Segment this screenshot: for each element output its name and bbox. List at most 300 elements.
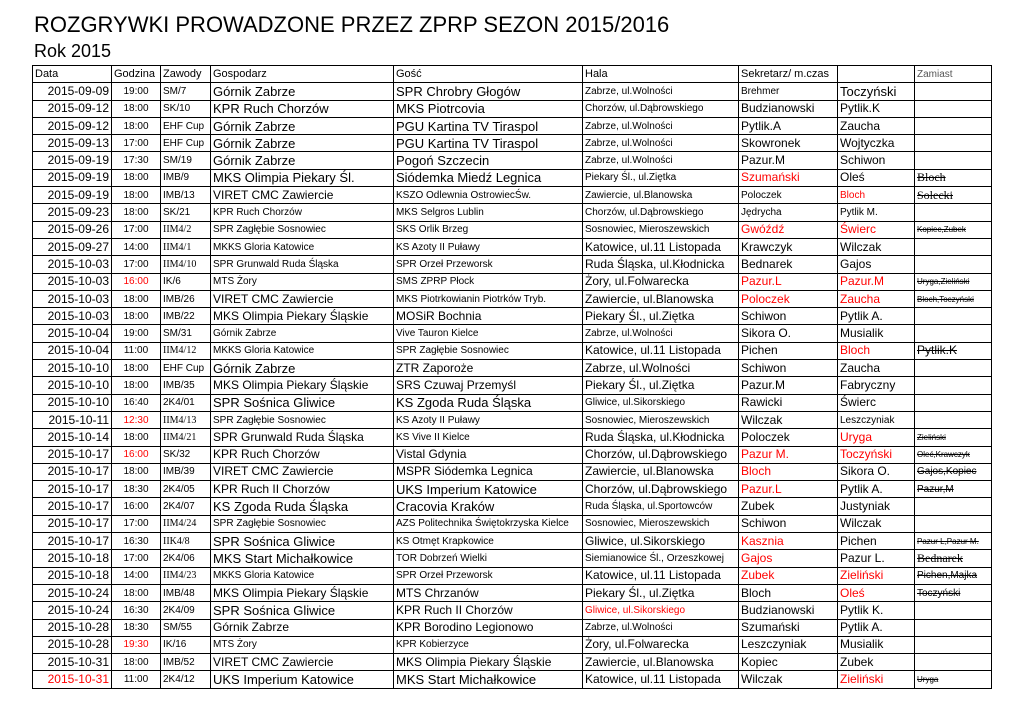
table-row [33,533,992,550]
cell-secretary: Jędrycha [739,204,838,221]
cell-secretary: Pazur.L [739,273,838,290]
cell-host: UKS Imperium Katowice [211,671,394,688]
cell-match: IMB/9 [161,169,211,186]
cell-secretary: Poloczek [739,429,838,446]
cell-date: 2015-09-19 [33,187,112,204]
cell-instead [915,360,992,377]
cell-host: KS Zgoda Ruda Śląska [211,498,394,515]
cell-host: SPR Grunwald Ruda Śląska [211,256,394,273]
cell-guest: KS Otmęt Krapkowice [394,533,583,550]
cell-secretary: Sikora O. [739,325,838,342]
cell-timekeeper: Wojtyczka [838,135,915,152]
cell-host: SPR Zagłębie Sosnowiec [211,221,394,238]
cell-hall: Gliwice, ul.Sikorskiego [583,602,739,619]
cell-instead [915,308,992,325]
cell-guest: MKS Piotrcovia [394,100,583,117]
table-row [33,429,992,446]
cell-hall: Katowice, ul.11 Listopada [583,238,739,255]
table-row [33,100,992,117]
cell-hall: Piekary Śl., ul.Ziętka [583,169,739,186]
cell-instead: Solecki [915,187,992,204]
cell-instead [915,394,992,411]
cell-time: 18:00 [112,187,161,204]
cell-timekeeper: Bloch [838,342,915,359]
cell-instead: Kopiec,Zubek [915,221,992,238]
cell-secretary: Pazur.L [739,481,838,498]
table-row [33,394,992,411]
cell-match: SM/19 [161,152,211,169]
table-row [33,377,992,394]
cell-hall: Gliwice, ul.Sikorskiego [583,533,739,550]
cell-hall: Chorzów, ul.Dąbrowskiego [583,100,739,117]
cell-hall: Ruda Śląska, ul.Kłodnicka [583,256,739,273]
cell-time: 16:40 [112,394,161,411]
cell-guest: MOSiR Bochnia [394,308,583,325]
cell-timekeeper: Fabryczny [838,377,915,394]
cell-secretary: Zubek [739,567,838,584]
cell-match: IK/16 [161,636,211,653]
cell-guest: Siódemka Miedź Legnica [394,169,583,186]
cell-secretary: Pazur.M [739,152,838,169]
cell-instead [915,117,992,134]
table-row [33,567,992,584]
cell-guest: AZS Politechnika Świętokrzyska Kielce [394,515,583,532]
cell-hall: Zawiercie, ul.Blanowska [583,290,739,307]
cell-match: IIM4/21 [161,429,211,446]
cell-instead: Bloch [915,169,992,186]
cell-guest: Vistal Gdynia [394,446,583,463]
cell-date: 2015-09-27 [33,238,112,255]
table-row [33,152,992,169]
cell-timekeeper: Sikora O. [838,463,915,480]
cell-timekeeper: Oleś [838,169,915,186]
cell-secretary: Wilczak [739,411,838,428]
header-cell-date: Data [33,66,112,83]
cell-time: 18:30 [112,619,161,636]
cell-match: IMB/26 [161,290,211,307]
cell-date: 2015-10-03 [33,256,112,273]
cell-timekeeper: Pytlik A. [838,308,915,325]
cell-timekeeper: Pytlik A. [838,619,915,636]
cell-timekeeper: Zubek [838,654,915,671]
cell-secretary: Brehmer [739,83,838,100]
cell-host: MTS Żory [211,273,394,290]
cell-hall: Chorzów, ul.Dąbrowskiego [583,446,739,463]
cell-date: 2015-10-17 [33,481,112,498]
table-row [33,135,992,152]
cell-instead: Uryga [915,671,992,688]
cell-guest: KPR Kobierzyce [394,636,583,653]
cell-time: 17:00 [112,221,161,238]
cell-instead [915,654,992,671]
cell-host: VIRET CMC Zawiercie [211,463,394,480]
cell-match: SM/7 [161,83,211,100]
cell-timekeeper: Uryga [838,429,915,446]
cell-guest: KS Zgoda Ruda Śląska [394,394,583,411]
header-cell-time: Godzina [112,66,161,83]
cell-match: SK/32 [161,446,211,463]
cell-guest: PGU Kartina TV Tiraspol [394,117,583,134]
cell-time: 18:00 [112,584,161,601]
cell-match: IMB/13 [161,187,211,204]
cell-date: 2015-10-18 [33,567,112,584]
cell-instead [915,515,992,532]
cell-timekeeper: Wilczak [838,515,915,532]
cell-match: IMB/35 [161,377,211,394]
schedule-body [33,83,992,688]
cell-host: MKKS Gloria Katowice [211,567,394,584]
cell-hall: Zabrze, ul.Wolności [583,117,739,134]
cell-date: 2015-10-28 [33,619,112,636]
cell-instead: Pytlik.K [915,342,992,359]
cell-hall: Chorzów, ul.Dąbrowskiego [583,204,739,221]
cell-time: 18:00 [112,204,161,221]
cell-match: IIK4/8 [161,533,211,550]
cell-match: IIM4/10 [161,256,211,273]
cell-timekeeper: Pazur L. [838,550,915,567]
cell-timekeeper: Zaucha [838,117,915,134]
cell-hall: Gliwice, ul.Sikorskiego [583,394,739,411]
cell-guest: SPR Orzeł Przeworsk [394,567,583,584]
cell-date: 2015-10-24 [33,584,112,601]
cell-host: MKKS Gloria Katowice [211,238,394,255]
cell-match: EHF Cup [161,117,211,134]
cell-guest: KS Vive II Kielce [394,429,583,446]
cell-instead: Pichen,Majka [915,567,992,584]
cell-instead: Toczyński [915,584,992,601]
cell-secretary: Pazur.M [739,377,838,394]
cell-secretary: Bloch [739,584,838,601]
cell-instead [915,619,992,636]
header-row [33,66,992,83]
cell-instead: Pazur L,Pazur M. [915,533,992,550]
cell-timekeeper: Pytlik M. [838,204,915,221]
cell-guest: SKS Orlik Brzeg [394,221,583,238]
table-row [33,584,992,601]
cell-match: SK/10 [161,100,211,117]
table-row [33,360,992,377]
cell-guest: MKS Olimpia Piekary Śląskie [394,654,583,671]
cell-guest: MKS Start Michałkowice [394,671,583,688]
cell-guest: SMS ZPRP Płock [394,273,583,290]
cell-time: 18:00 [112,169,161,186]
cell-instead [915,256,992,273]
table-row [33,654,992,671]
cell-secretary: Pytlik.A [739,117,838,134]
cell-secretary: Budzianowski [739,100,838,117]
table-row [33,411,992,428]
cell-secretary: Schiwon [739,360,838,377]
header-cell-guest: Gość [394,66,583,83]
cell-date: 2015-09-23 [33,204,112,221]
cell-instead [915,135,992,152]
cell-hall: Katowice, ul.11 Listopada [583,671,739,688]
table-row [33,273,992,290]
cell-instead [915,83,992,100]
cell-timekeeper: Świerc [838,221,915,238]
cell-host: MTS Żory [211,636,394,653]
cell-guest: SRS Czuwaj Przemyśl [394,377,583,394]
cell-secretary: Kopiec [739,654,838,671]
cell-secretary: Poloczek [739,290,838,307]
cell-guest: MKS Piotrkowianin Piotrków Tryb. [394,290,583,307]
cell-date: 2015-09-12 [33,117,112,134]
cell-hall: Zabrze, ul.Wolności [583,325,739,342]
cell-instead: Bednarek [915,550,992,567]
cell-match: SM/31 [161,325,211,342]
cell-date: 2015-10-31 [33,654,112,671]
cell-instead [915,152,992,169]
cell-instead: Zieliński [915,429,992,446]
cell-match: 2K4/06 [161,550,211,567]
header-cell-secretary: Sekretarz/ m.czas [739,66,838,83]
cell-timekeeper: Musialik [838,325,915,342]
cell-host: MKS Olimpia Piekary Śl. [211,169,394,186]
cell-secretary: Szumański [739,619,838,636]
cell-host: KPR Ruch Chorzów [211,204,394,221]
cell-timekeeper: Zieliński [838,671,915,688]
cell-host: VIRET CMC Zawiercie [211,654,394,671]
table-row [33,342,992,359]
cell-hall: Zabrze, ul.Wolności [583,619,739,636]
cell-guest: TOR Dobrzeń Wielki [394,550,583,567]
header-cell-timekeeper [838,66,915,83]
cell-time: 17:00 [112,550,161,567]
cell-match: IIM4/2 [161,221,211,238]
cell-time: 18:00 [112,290,161,307]
cell-date: 2015-10-31 [33,671,112,688]
cell-secretary: Skowronek [739,135,838,152]
cell-match: IMB/22 [161,308,211,325]
cell-host: MKKS Gloria Katowice [211,342,394,359]
cell-date: 2015-10-03 [33,308,112,325]
cell-time: 11:00 [112,671,161,688]
cell-host: MKS Olimpia Piekary Śląskie [211,584,394,601]
cell-host: Górnik Zabrze [211,619,394,636]
table-row [33,463,992,480]
cell-date: 2015-10-17 [33,498,112,515]
cell-time: 18:00 [112,308,161,325]
cell-guest: KPR Borodino Legionowo [394,619,583,636]
cell-hall: Katowice, ul.11 Listopada [583,342,739,359]
cell-timekeeper: Pichen [838,533,915,550]
cell-time: 18:00 [112,360,161,377]
cell-timekeeper: Pytlik K. [838,602,915,619]
cell-guest: SPR Orzeł Przeworsk [394,256,583,273]
cell-match: EHF Cup [161,360,211,377]
cell-date: 2015-09-12 [33,100,112,117]
cell-host: KPR Ruch Chorzów [211,446,394,463]
cell-timekeeper: Bloch [838,187,915,204]
cell-secretary: Kasznia [739,533,838,550]
cell-hall: Piekary Śl., ul.Ziętka [583,308,739,325]
cell-hall: Zabrze, ul.Wolności [583,83,739,100]
cell-timekeeper: Wilczak [838,238,915,255]
cell-instead [915,602,992,619]
table-row [33,204,992,221]
cell-secretary: Krawczyk [739,238,838,255]
cell-host: Górnik Zabrze [211,117,394,134]
cell-guest: MKS Selgros Lublin [394,204,583,221]
cell-instead [915,325,992,342]
table-row [33,636,992,653]
cell-time: 17:30 [112,152,161,169]
cell-time: 18:00 [112,654,161,671]
cell-date: 2015-10-14 [33,429,112,446]
cell-timekeeper: Schiwon [838,152,915,169]
cell-date: 2015-10-18 [33,550,112,567]
cell-hall: Piekary Śl., ul.Ziętka [583,584,739,601]
cell-hall: Sosnowiec, Mieroszewskich [583,221,739,238]
cell-time: 18:30 [112,481,161,498]
cell-date: 2015-10-28 [33,636,112,653]
cell-match: 2K4/07 [161,498,211,515]
table-row [33,308,992,325]
cell-time: 16:00 [112,273,161,290]
table-row [33,602,992,619]
cell-hall: Katowice, ul.11 Listopada [583,567,739,584]
cell-time: 16:30 [112,533,161,550]
header-cell-hall: Hala [583,66,739,83]
cell-time: 18:00 [112,463,161,480]
cell-instead [915,238,992,255]
cell-match: IK/6 [161,273,211,290]
cell-time: 17:00 [112,515,161,532]
cell-time: 14:00 [112,567,161,584]
cell-time: 14:00 [112,238,161,255]
cell-host: Górnik Zabrze [211,83,394,100]
table-row [33,550,992,567]
cell-timekeeper: Zieliński [838,567,915,584]
cell-timekeeper: Toczyński [838,83,915,100]
header-cell-match: Zawody [161,66,211,83]
cell-host: MKS Olimpia Piekary Śląskie [211,377,394,394]
cell-timekeeper: Pazur.M [838,273,915,290]
cell-date: 2015-10-24 [33,602,112,619]
cell-secretary: Pichen [739,342,838,359]
cell-match: EHF Cup [161,135,211,152]
table-row [33,481,992,498]
table-row [33,515,992,532]
cell-secretary: Pazur M. [739,446,838,463]
header-cell-instead: Zamiast [915,66,992,83]
cell-guest: Vive Tauron Kielce [394,325,583,342]
page-subtitle: Rok 2015 [34,41,112,61]
cell-date: 2015-10-10 [33,360,112,377]
cell-match: IIM4/12 [161,342,211,359]
cell-time: 16:00 [112,446,161,463]
cell-host: KPR Ruch II Chorzów [211,481,394,498]
cell-date: 2015-10-17 [33,515,112,532]
cell-time: 16:30 [112,602,161,619]
cell-host: Górnik Zabrze [211,135,394,152]
cell-hall: Zawiercie, ul.Blanowska [583,463,739,480]
cell-secretary: Budzianowski [739,602,838,619]
cell-hall: Ruda Śląska, ul.Sportowców [583,498,739,515]
table-row [33,187,992,204]
cell-hall: Sosnowiec, Mieroszewskich [583,411,739,428]
cell-host: Górnik Zabrze [211,325,394,342]
cell-hall: Piekary Śl., ul.Ziętka [583,377,739,394]
table-row [33,498,992,515]
cell-instead: Uryga,Zieliński [915,273,992,290]
cell-date: 2015-10-03 [33,290,112,307]
cell-secretary: Zubek [739,498,838,515]
cell-secretary: Gajos [739,550,838,567]
cell-match: 2K4/09 [161,602,211,619]
cell-hall: Zabrze, ul.Wolności [583,360,739,377]
cell-secretary: Bloch [739,463,838,480]
cell-guest: PGU Kartina TV Tiraspol [394,135,583,152]
cell-guest: SPR Zagłębie Sosnowiec [394,342,583,359]
cell-secretary: Wilczak [739,671,838,688]
cell-guest: UKS Imperium Katowice [394,481,583,498]
cell-guest: Pogoń Szczecin [394,152,583,169]
cell-timekeeper: Zaucha [838,360,915,377]
cell-host: SPR Sośnica Gliwice [211,394,394,411]
table-row [33,221,992,238]
cell-match: IIM4/13 [161,411,211,428]
cell-match: IMB/48 [161,584,211,601]
cell-hall: Zabrze, ul.Wolności [583,135,739,152]
cell-match: 2K4/01 [161,394,211,411]
cell-date: 2015-10-04 [33,325,112,342]
table-row [33,325,992,342]
cell-hall: Chorzów, ul.Dąbrowskiego [583,481,739,498]
cell-time: 17:00 [112,135,161,152]
cell-match: SK/21 [161,204,211,221]
cell-guest: ZTR Zaporoże [394,360,583,377]
cell-match: IMB/39 [161,463,211,480]
cell-timekeeper: Pytlik.K [838,100,915,117]
cell-time: 18:00 [112,100,161,117]
cell-host: Górnik Zabrze [211,152,394,169]
cell-secretary: Gwóźdź [739,221,838,238]
cell-host: MKS Olimpia Piekary Śląskie [211,308,394,325]
cell-timekeeper: Gajos [838,256,915,273]
cell-secretary: Poloczek [739,187,838,204]
cell-host: SPR Zagłębie Sosnowiec [211,411,394,428]
cell-timekeeper: Toczyński [838,446,915,463]
cell-date: 2015-10-04 [33,342,112,359]
cell-instead: Bloch,Toczyński [915,290,992,307]
cell-host: MKS Start Michałkowice [211,550,394,567]
page-title: ROZGRYWKI PROWADZONE PRZEZ ZPRP SEZON 2015/2016 [34,12,670,37]
table-row [33,446,992,463]
cell-match: IMB/52 [161,654,211,671]
cell-secretary: Szumański [739,169,838,186]
cell-host: KPR Ruch Chorzów [211,100,394,117]
cell-secretary: Bednarek [739,256,838,273]
cell-host: SPR Grunwald Ruda Śląska [211,429,394,446]
table-row [33,238,992,255]
cell-date: 2015-10-17 [33,463,112,480]
cell-instead [915,204,992,221]
cell-date: 2015-10-17 [33,446,112,463]
table-row [33,117,992,134]
cell-instead [915,498,992,515]
cell-match: IIM4/24 [161,515,211,532]
cell-match: IIM4/1 [161,238,211,255]
cell-time: 11:00 [112,342,161,359]
cell-guest: KS Azoty II Puławy [394,238,583,255]
cell-instead [915,411,992,428]
cell-hall: Zawiercie, ul.Blanowska [583,187,739,204]
cell-date: 2015-09-19 [33,152,112,169]
cell-date: 2015-10-17 [33,533,112,550]
cell-secretary: Schiwon [739,515,838,532]
cell-guest: KS Azoty II Puławy [394,411,583,428]
